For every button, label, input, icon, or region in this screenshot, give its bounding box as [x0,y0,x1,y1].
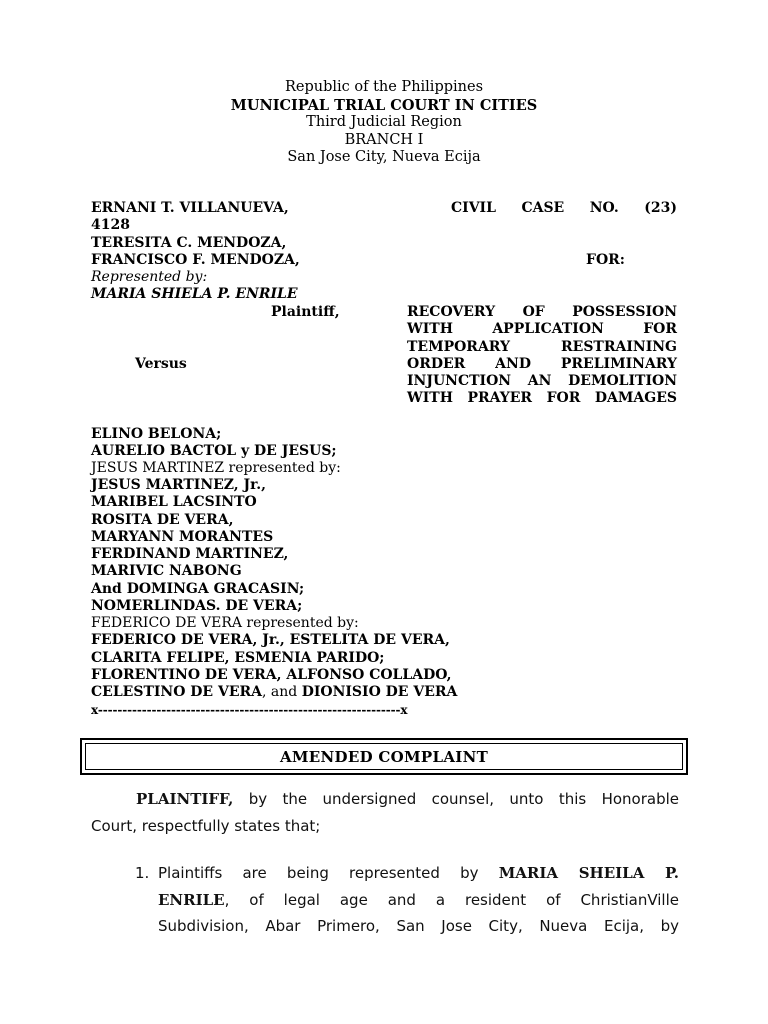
plaintiff-word: PLAINTIFF, [136,790,234,808]
republic-line: Republic of the Philippines [284,79,484,95]
defendant-line: ROSITA DE VERA, [91,512,234,528]
defendant-line: FLORENTINO DE VERA, ALFONSO COLLADO, [91,667,452,683]
intro-paragraph [91,786,679,840]
court-location: San Jose City, Nueva Ecija [287,149,481,165]
defendant-line: NOMERLINDAS. DE VERA; [91,598,303,614]
branch-line: BRANCH I [344,131,424,148]
plaintiff-1: ERNANI T. VILLANUEVA, [91,200,289,216]
defendant-line: FEDERICO DE VERA represented by: [91,615,359,631]
nature-line: RECOVERY OF POSSESSION [407,304,677,320]
civil-word: CIVIL [451,200,496,216]
defendant-line: JESUS MARTINEZ, Jr., [91,477,266,493]
plaintiff-representative: MARIA SHIELA P. ENRILE [91,286,298,302]
nature-line: WITH APPLICATION FOR [407,321,677,338]
nature-line: INJUNCTION AN DEMOLITION [407,373,677,390]
nature-line: TEMPORARY RESTRAINING [407,338,677,355]
item-number: 1. [135,864,150,882]
intro-line-2: Court, respectfully states that; [91,817,321,835]
represented-by-label: Represented by: [91,269,208,285]
case-number: (23) [644,200,677,216]
court-header [0,79,768,167]
defendant-line: CLARITA FELIPE, ESMENIA PARIDO; [91,650,385,666]
for-label: FOR: [586,252,625,268]
plaintiff-2: TERESITA C. MENDOZA, [91,235,287,251]
document-title: AMENDED COMPLAINT [85,743,683,770]
item-line-1-a: Plaintiffs are being represented by [158,864,499,882]
item-line-3: Subdivision, Abar Primero, San Jose City, Nueva Ecija, by [158,917,679,935]
defendant-line: FERDINAND MARTINEZ, [91,546,289,562]
item-line-1 [158,860,679,887]
judicial-region: Third Judicial Region [306,114,462,130]
defendant-line: ELINO BELONA; [91,426,222,442]
defendant-line: AURELIO BACTOL y DE JESUS; [91,443,337,459]
caption-separator: x--------------------------------------------------------------x [91,703,408,717]
intro-line-1 [91,786,679,813]
court-name: MUNICIPAL TRIAL COURT IN CITIES [230,96,538,114]
versus-label: Versus [135,356,187,372]
document-title-box [80,738,688,775]
defendant-name: DIONISIO DE VERA [301,684,458,700]
defendant-name: CELESTINO DE VERA [91,684,262,700]
plaintiff-3: FRANCISCO F. MENDOZA, [91,252,300,268]
defendant-line: MARYANN MORANTES [91,529,274,545]
conjunction: , and [262,684,302,700]
defendant-line: FEDERICO DE VERA, Jr., ESTELITA DE VERA, [91,632,450,648]
defendant-line: JESUS MARTINEZ represented by: [91,460,341,476]
item-line-2-b: , of legal age and a resident of ChristianVille [224,890,679,909]
case-word: CASE [521,200,565,216]
representative-surname: ENRILE [158,890,225,909]
nature-line: ORDER AND PRELIMINARY [407,355,677,372]
representative-name: MARIA SHEILA P. [498,864,680,882]
item-text [158,860,679,940]
defendant-line: And DOMINGA GRACASIN; [91,581,305,597]
defendant-line: MARIVIC NABONG [91,563,242,579]
plaintiff-1-cont: 4128 [91,217,130,233]
no-word: NO. [589,200,619,216]
defendant-line-last [91,684,457,701]
defendant-line: MARIBEL LACSINTO [91,494,257,510]
civil-case-number [451,200,677,217]
plaintiff-role: Plaintiff, [271,304,340,320]
nature-line: WITH PRAYER FOR DAMAGES [407,390,677,407]
case-nature [407,304,677,408]
intro-line-1-rest: by the undersigned counsel, unto this Honorable [233,790,679,808]
item-line-2 [158,887,679,914]
